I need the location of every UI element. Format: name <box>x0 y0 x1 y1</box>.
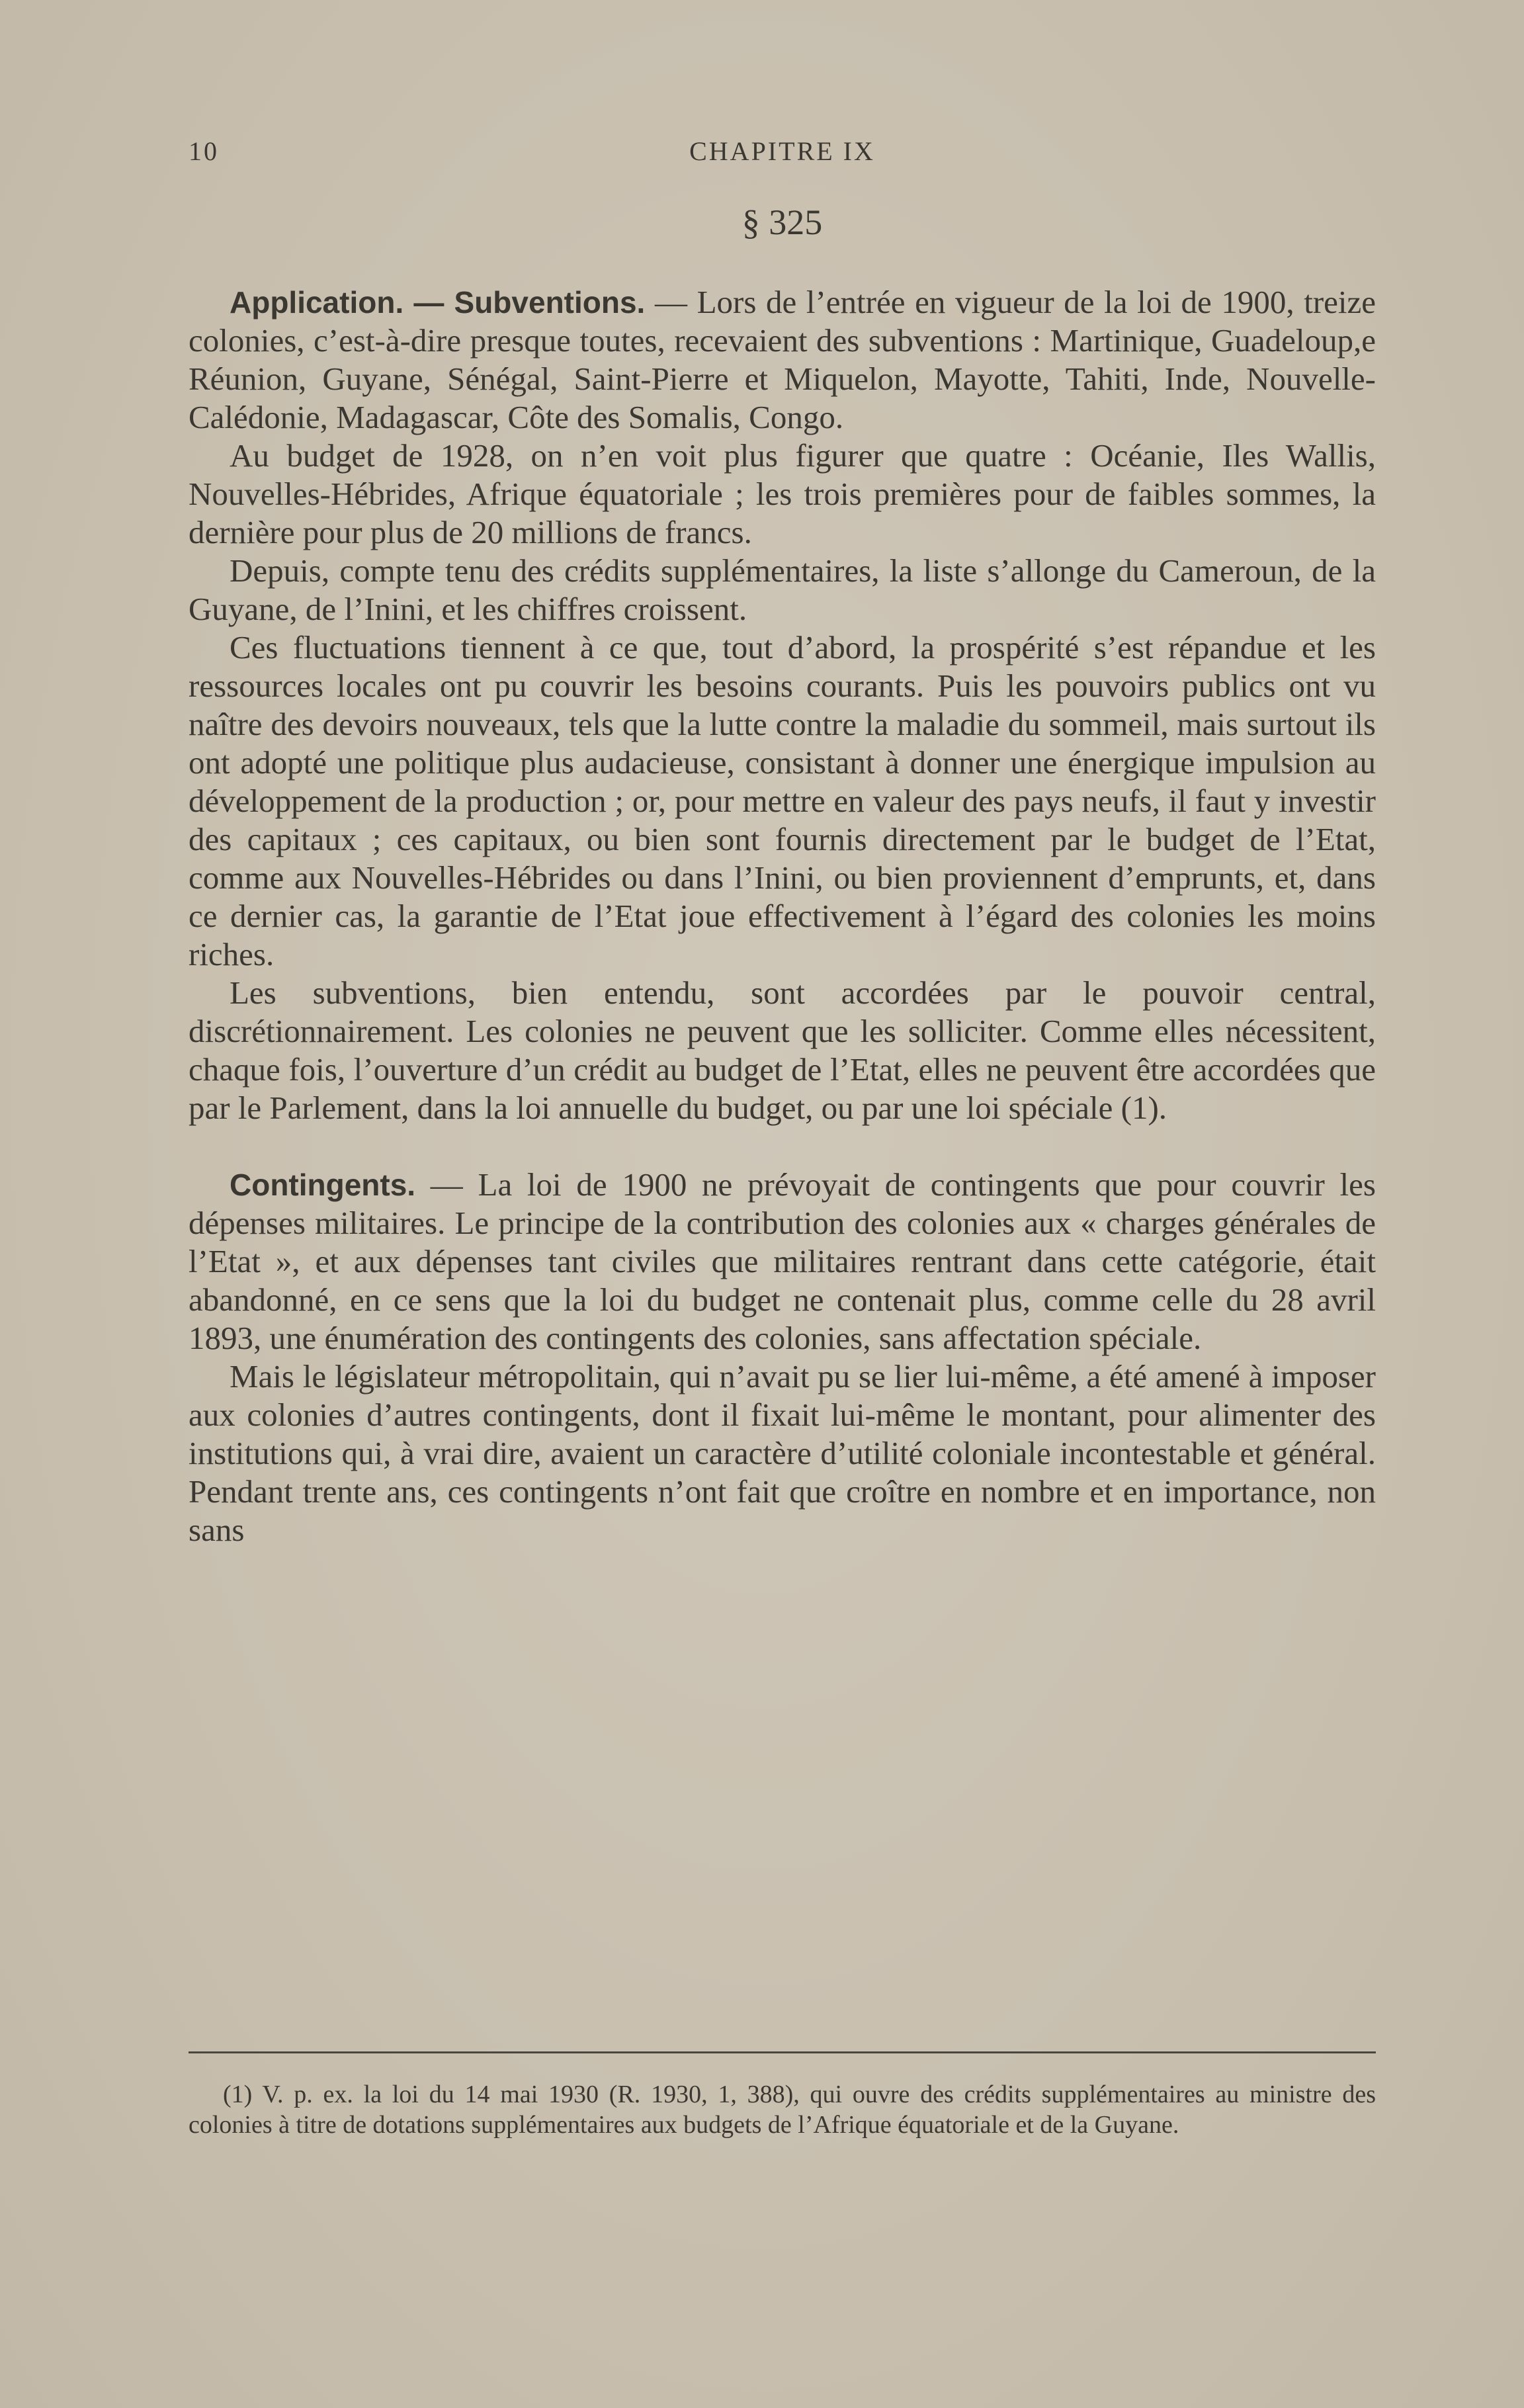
paragraph-text: — La loi de 1900 ne prévoyait de contingents que pour couvrir les dépenses militaires. Le principe de la contribution des colonies aux « charges générales de l’Etat », et aux dépenses tant civiles que militaires rentrant dans cette catégorie, était abandonné, en ce sens que la loi du budget ne contenait plus, comme celle du 28 avril 1893, une énumération des contingents des colonies, sans affectation spéciale. <box>189 1166 1376 1356</box>
run-in-heading-contingents: Contingents. <box>230 1168 416 1202</box>
paragraph-application-subventions <box>189 283 1376 437</box>
page-number: 10 <box>189 136 219 166</box>
running-head: CHAPITRE IX <box>689 136 875 166</box>
paragraph-budget-1928: Au budget de 1928, on n’en voit plus figurer que quatre : Océanie, Iles Wallis, Nouvelles-Hébrides, Afrique équatoriale ; les trois premières pour de faibles sommes, la dernière pour plus de 20 millions de francs. <box>189 437 1376 550</box>
footnote: (1) V. p. ex. la loi du 14 mai 1930 (R. 1930, 1, 388), qui ouvre des crédits supplémentaires au ministre des colonies à titre de dotations supplémentaires aux budgets de l’Afrique équatoriale et de la Guyane. <box>189 2081 1376 2139</box>
paragraph-legislateur: Mais le législateur métropolitain, qui n’avait pu se lier lui-même, a été amené à imposer aux colonies d’autres contingents, dont il fixait lui-même le montant, pour alimenter des institutions qui, à vrai dire, avaient un caractère d’utilité coloniale incontestable et général. Pendant trente ans, ces contingents n’ont fait que croître en nombre et en importance, non sans <box>189 1358 1376 1548</box>
paragraph-fluctuations: Ces fluctuations tiennent à ce que, tout d’abord, la prospérité s’est répandue et les ressources locales ont pu couvrir les besoins courants. Puis les pouvoirs publics ont vu naître des devoirs nouveaux, tels que la lutte contre la maladie du sommeil, mais surtout ils ont adopté une politique plus audacieuse, consistant à donner une énergique impulsion au développement de la production ; or, pour mettre en valeur des pays neufs, il faut y investir des capitaux ; ces capitaux, ou bien sont fournis directement par le budget de l’Etat, comme aux Nouvelles-Hébrides ou dans l’Inini, ou bien proviennent d’emprunts, et, dans ce dernier cas, la garantie de l’Etat joue effectivement à l’égard des colonies les moins riches. <box>189 629 1376 972</box>
section-number: § 325 <box>741 202 823 242</box>
paragraph-contingents <box>189 1166 1376 1357</box>
body-text <box>189 283 1376 1549</box>
paragraph-credits-supplementaires: Depuis, compte tenu des crédits supplémentaires, la liste s’allonge du Cameroun, de la Guyane, de l’Inini, et les chiffres croissent. <box>189 552 1376 627</box>
run-in-heading-application-subventions: Application. — Subventions. <box>230 285 646 320</box>
paragraph-text: — Lors de l’entrée en vigueur de la loi de 1900, treize colonies, c’est-à-dire presque toutes, recevaient des subventions : Martinique, Guadeloup,e Réunion, Guyane, Sénégal, Saint-Pierre et Miquelon, Mayotte, Tahiti, Inde, Nouvelle-Calédonie, Madagascar, Côte des Somalis, Congo. <box>189 284 1376 435</box>
paragraph-subventions-accordees: Les subventions, bien entendu, sont accordées par le pouvoir central, discrétionnairement. Les colonies ne peuvent que les solliciter. Comme elles nécessitent, chaque fois, l’ouverture d’un crédit au budget de l’Etat, elles ne peuvent être accordées que par le Parlement, dans la loi annuelle du budget, ou par une loi spéciale (1). <box>189 974 1376 1126</box>
page-header <box>189 136 1376 175</box>
footnote-divider <box>189 2051 1376 2053</box>
